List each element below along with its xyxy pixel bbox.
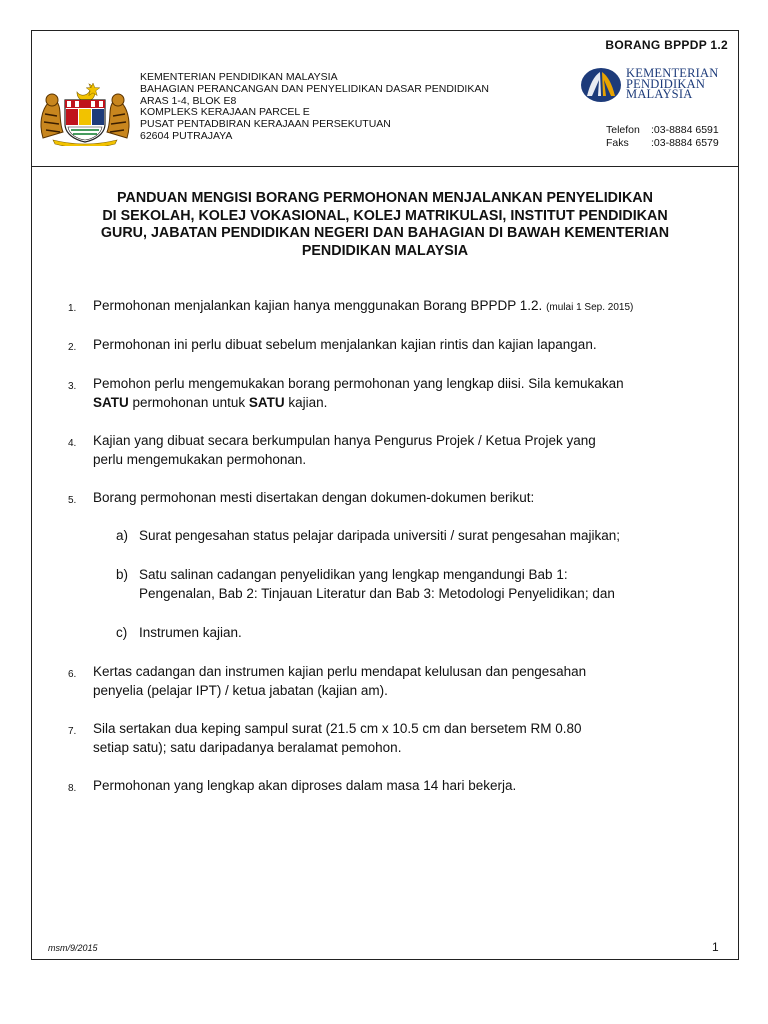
item-text bbox=[93, 374, 725, 412]
item-fragment: permohonan untuk bbox=[132, 395, 246, 410]
item-text bbox=[93, 662, 725, 700]
address-line: KEMENTERIAN PENDIDIKAN MALAYSIA bbox=[140, 71, 338, 83]
item-line: Kertas cadangan dan instrumen kajian perlu mendapat kelulusan dan pengesahan bbox=[93, 664, 587, 679]
page-number: 1 bbox=[712, 940, 719, 954]
address-line: ARAS 1-4, BLOK E8 bbox=[140, 94, 237, 107]
contact-info bbox=[606, 124, 719, 149]
coat-of-arms-emblem bbox=[35, 80, 135, 146]
item-number: 2. bbox=[68, 342, 77, 353]
phone-label: Telefon bbox=[606, 124, 640, 136]
item-text bbox=[93, 296, 725, 317]
item-number: 7. bbox=[68, 726, 77, 737]
item-line: perlu mengemukakan permohonan. bbox=[93, 452, 307, 467]
sub-item-label: c) bbox=[116, 625, 128, 640]
item-number: 6. bbox=[68, 669, 77, 680]
item-number: 5. bbox=[68, 495, 77, 506]
title-line: PENDIDIKAN MALAYSIA bbox=[301, 242, 469, 259]
sub-item-line: Satu salinan cadangan penyelidikan yang lengkap mengandungi Bab 1: bbox=[139, 567, 568, 582]
sub-item-text bbox=[139, 565, 714, 603]
address-line: PUSAT PENTADBIRAN KERAJAAN PERSEKUTUAN bbox=[140, 118, 391, 131]
item-line: Pemohon perlu mengemukakan borang permohonan yang lengkap diisi. Sila kemukakan bbox=[93, 376, 624, 391]
emphasis-text: SATU bbox=[248, 395, 285, 410]
item-text: Borang permohonan mesti disertakan dengan dokumen-dokumen berikut: bbox=[93, 490, 535, 505]
sub-item-label: b) bbox=[116, 567, 129, 582]
item-line: penyelia (pelajar IPT) / ketua jabatan (kajian am). bbox=[93, 683, 388, 698]
address-line: BAHAGIAN PERANCANGAN DAN PENYELIDIKAN DASAR PENDIDIKAN bbox=[140, 82, 489, 95]
item-number: 3. bbox=[68, 381, 77, 392]
item-number: 8. bbox=[68, 783, 77, 794]
phone-value: :03-8884 6591 bbox=[651, 124, 719, 136]
emphasis-text: SATU bbox=[93, 395, 129, 410]
ministry-logo bbox=[580, 66, 730, 106]
logo-line: KEMENTERIAN bbox=[626, 66, 719, 80]
item-line: Kajian yang dibuat secara berkumpulan hanya Pengurus Projek / Ketua Projek yang bbox=[93, 433, 596, 448]
phone-row bbox=[606, 124, 719, 137]
sub-item-label: a) bbox=[116, 528, 129, 543]
item-text: Permohonan ini perlu dibuat sebelum menjalankan kajian rintis dan kajian lapangan. bbox=[93, 337, 597, 352]
title-line: GURU, JABATAN PENDIDIKAN NEGERI DAN BAHAGIAN DI BAWAH KEMENTERIAN bbox=[100, 225, 670, 241]
ministry-logo-icon bbox=[580, 66, 622, 104]
item-note: (mulai 1 Sep. 2015) bbox=[546, 302, 634, 313]
address-line: KOMPLEKS KERAJAAN PARCEL E bbox=[140, 106, 310, 119]
sub-item-text: Instrumen kajian. bbox=[139, 625, 242, 640]
item-number: 1. bbox=[68, 303, 77, 314]
fax-value: :03-8884 6579 bbox=[651, 136, 719, 149]
item-text: Permohonan yang lengkap akan diproses dalam masa 14 hari bekerja. bbox=[93, 778, 517, 793]
item-line: Permohonan menjalankan kajian hanya menggunakan Borang BPPDP 1.2. bbox=[93, 298, 543, 313]
item-number: 4. bbox=[68, 438, 77, 449]
document-title bbox=[40, 190, 730, 260]
ministry-address bbox=[140, 72, 489, 143]
sub-item-text: Surat pengesahan status pelajar daripada universiti / surat pengesahan majikan; bbox=[139, 528, 621, 543]
item-line: Sila sertakan dua keping sampul surat (21.5 cm x 10.5 cm dan bersetem RM 0.80 bbox=[93, 721, 582, 736]
form-code: BORANG BPPDP 1.2 bbox=[605, 38, 728, 52]
item-line: setiap satu); satu daripadanya beralamat pemohon. bbox=[93, 740, 402, 755]
address-line: 62604 PUTRAJAYA bbox=[140, 129, 233, 142]
sub-item-line: Pengenalan, Bab 2: Tinjauan Literatur dan Bab 3: Metodologi Penyelidikan; dan bbox=[139, 586, 615, 601]
header-divider bbox=[31, 166, 739, 167]
title-line: DI SEKOLAH, KOLEJ VOKASIONAL, KOLEJ MATRIKULASI, INSTITUT PENDIDIKAN bbox=[102, 207, 668, 224]
item-text bbox=[93, 719, 725, 757]
item-text bbox=[93, 431, 725, 469]
fax-row bbox=[606, 137, 719, 150]
title-line: PANDUAN MENGISI BORANG PERMOHONAN MENJALANKAN PENYELIDIKAN bbox=[117, 190, 653, 206]
logo-line: PENDIDIKAN bbox=[626, 76, 706, 91]
item-line bbox=[93, 393, 725, 412]
item-fragment: kajian. bbox=[288, 395, 328, 410]
fax-label: Faks bbox=[606, 136, 629, 149]
document-reference: msm/9/2015 bbox=[48, 943, 98, 953]
logo-wordmark bbox=[626, 68, 718, 100]
logo-line: MALAYSIA bbox=[626, 87, 693, 101]
